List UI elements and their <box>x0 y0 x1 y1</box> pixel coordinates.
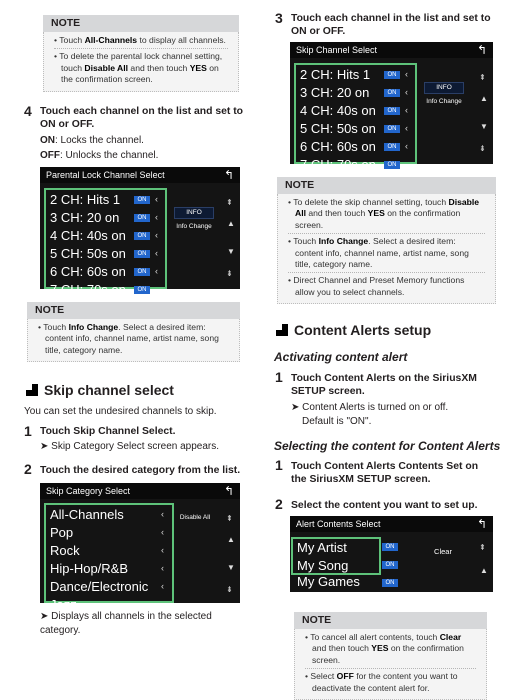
chevron-left-icon: ‹ <box>405 69 408 79</box>
back-icon[interactable]: ↰ <box>223 484 234 498</box>
note-item: • To delete the skip channel setting, touch Disable All and then touch YES on the confirmation screen. <box>288 197 480 230</box>
chevron-left-icon: ‹ <box>161 581 164 591</box>
list-item[interactable]: My Artist <box>297 540 347 555</box>
chevron-left-icon: ‹ <box>155 212 158 222</box>
scroll-up-icon[interactable]: ▲ <box>227 219 235 228</box>
step-instruction: Touch Content Alerts Contents Set on the SiriusXM SETUP screen. <box>291 461 479 485</box>
on-badge: ON <box>134 196 150 204</box>
list-item[interactable]: 2 CH: Hits 1 ON ‹ <box>300 67 408 82</box>
chevron-left-icon: ‹ <box>161 509 164 519</box>
chevron-left-icon: ‹ <box>155 230 158 240</box>
on-badge: ON <box>134 286 150 294</box>
skip-channel-screen <box>290 42 493 172</box>
back-icon[interactable]: ↰ <box>476 517 487 531</box>
note-item: • Touch Info Change. Select a desired item: content info, channel name, artist name, song title, category name. <box>288 233 485 270</box>
step-number: 1 <box>24 423 32 439</box>
step-instruction: Touch each channel on the list and set to ON or OFF. <box>40 106 244 130</box>
list-item[interactable]: 6 CH: 60s on ON ‹ <box>50 264 158 279</box>
back-icon[interactable]: ↰ <box>223 168 234 182</box>
alert-list <box>291 537 381 575</box>
list-item[interactable]: My Games <box>297 574 360 589</box>
info-change-button[interactable]: Info Change <box>426 98 462 105</box>
chevron-left-icon: ‹ <box>155 248 158 258</box>
chevron-left-icon: ‹ <box>161 563 164 573</box>
step-instruction: Select the content you want to set up. <box>291 500 478 511</box>
on-description: ON: Locks the channel. <box>40 135 144 146</box>
note-title: NOTE <box>43 15 239 32</box>
note-item: • Select OFF for the content you want to deactivate the content alert for. <box>305 668 476 694</box>
chevron-left-icon: ‹ <box>155 266 158 276</box>
step-number: 3 <box>275 10 283 26</box>
section-heading-content-alerts: Content Alerts setup <box>276 322 431 338</box>
note-item: • To delete the parental lock channel setting, touch Disable All and then touch YES on the confirmation screen. <box>54 48 228 85</box>
list-item[interactable]: Dance/Electronic ‹ <box>50 579 164 594</box>
step-instruction: Touch each channel in the list and set to ON or OFF. <box>291 13 491 37</box>
step-instruction: Touch Skip Channel Select. <box>40 426 176 437</box>
category-list <box>44 503 174 612</box>
step-number: 1 <box>275 369 283 385</box>
list-item[interactable]: Rock ‹ <box>50 543 164 558</box>
chevron-left-icon: ‹ <box>405 123 408 133</box>
on-badge: ON <box>384 71 400 79</box>
step-number: 2 <box>275 496 283 512</box>
note-box-info-change <box>27 302 240 362</box>
back-icon[interactable]: ↰ <box>476 43 487 57</box>
scroll-down-icon[interactable]: ▼ <box>480 122 488 131</box>
step-result: ➤ Skip Category Select screen appears. <box>40 441 220 452</box>
chevron-left-icon: ‹ <box>405 105 408 115</box>
subheading-activating: Activating content alert <box>274 350 408 364</box>
chevron-left-icon: ‹ <box>161 527 164 537</box>
scroll-down-icon[interactable]: ▼ <box>227 563 235 572</box>
screen-title: Alert Contents Select <box>290 516 493 532</box>
list-item[interactable]: 4 CH: 40s on ON ‹ <box>50 228 158 243</box>
step-instruction: Touch Content Alerts on the SiriusXM SETUP screen. <box>291 373 477 397</box>
list-item[interactable]: 3 CH: 20 on ON ‹ <box>300 85 408 100</box>
disable-all-button[interactable]: Disable All <box>179 514 211 521</box>
on-badge: ON <box>384 89 400 97</box>
note-box-alerts <box>294 612 487 700</box>
chevron-left-icon: ‹ <box>405 141 408 151</box>
subheading-selecting: Selecting the content for Content Alerts <box>274 439 501 453</box>
scroll-bottom-icon[interactable]: ⇟ <box>479 144 486 153</box>
section-heading-skip-channel: Skip channel select <box>26 382 174 398</box>
list-item[interactable]: 2 CH: Hits 1 ON ‹ <box>50 192 158 207</box>
list-item[interactable]: 3 CH: 20 on ON ‹ <box>50 210 158 225</box>
step-result: ➤ Displays all channels in the selected category. <box>40 611 212 636</box>
note-title: NOTE <box>27 302 240 319</box>
step-result: ➤ Content Alerts is turned on or off. <box>291 402 449 413</box>
on-badge[interactable]: ON <box>382 579 398 587</box>
note-box-channels <box>43 15 239 92</box>
scroll-top-icon[interactable]: ⇞ <box>479 543 486 552</box>
step-result: Default is "ON". <box>302 416 372 427</box>
scroll-up-icon[interactable]: ▲ <box>227 535 235 544</box>
list-item[interactable]: 4 CH: 40s on ON ‹ <box>300 103 408 118</box>
info-button[interactable]: INFO <box>424 82 464 94</box>
section-marker-icon <box>276 324 288 336</box>
list-item[interactable]: 5 CH: 50s on ON ‹ <box>50 246 158 261</box>
channel-list <box>44 188 167 297</box>
scroll-top-icon[interactable]: ⇞ <box>226 198 233 207</box>
on-badge: ON <box>384 143 400 151</box>
channel-list <box>294 63 417 172</box>
on-badge[interactable]: ON <box>382 543 398 551</box>
step-number: 2 <box>24 461 32 477</box>
info-change-button[interactable]: Info Change <box>176 223 212 230</box>
note-box-skip <box>277 177 496 304</box>
scroll-top-icon[interactable]: ⇞ <box>226 514 233 523</box>
scroll-up-icon[interactable]: ▲ <box>480 94 488 103</box>
scroll-bottom-icon[interactable]: ⇟ <box>226 269 233 278</box>
list-item[interactable]: 6 CH: 60s on ON ‹ <box>300 139 408 154</box>
list-item[interactable]: Hip-Hop/R&B ‹ <box>50 561 164 576</box>
step-instruction: Touch the desired category from the list. <box>40 465 241 476</box>
screen-title: Parental Lock Channel Select <box>40 167 240 183</box>
on-badge: ON <box>384 161 400 169</box>
alert-contents-screen <box>290 516 493 592</box>
chevron-left-icon: ‹ <box>161 545 164 555</box>
screen-title: Skip Channel Select <box>290 42 493 58</box>
off-description: OFF: Unlocks the channel. <box>40 150 159 161</box>
chevron-left-icon: ‹ <box>405 87 408 97</box>
step-number: 4 <box>24 103 32 119</box>
on-badge: ON <box>134 250 150 258</box>
on-badge: ON <box>384 125 400 133</box>
clear-button[interactable]: Clear <box>434 547 452 556</box>
info-button[interactable]: INFO <box>174 207 214 219</box>
note-title: NOTE <box>294 612 487 629</box>
chevron-left-icon: ‹ <box>155 194 158 204</box>
list-item[interactable]: 7 CH: 70s on ON <box>296 156 415 173</box>
on-badge: ON <box>134 232 150 240</box>
note-item: • To cancel all alert contents, touch Clear and then touch YES on the confirmation screen. <box>305 632 464 665</box>
list-item[interactable]: Jazz <box>50 597 77 612</box>
note-title: NOTE <box>277 177 496 194</box>
note-item: • Direct Channel and Preset Memory functions allow you to select channels. <box>288 272 485 298</box>
on-badge: ON <box>134 214 150 222</box>
note-item: • Touch Info Change. Select a desired item: content info, channel name, artist name, song title, category name. <box>38 322 219 355</box>
parental-lock-screen <box>40 167 240 297</box>
list-item[interactable]: 5 CH: 50s on ON ‹ <box>300 121 408 136</box>
on-badge: ON <box>134 268 150 276</box>
screen-title: Skip Category Select <box>40 483 240 499</box>
list-item[interactable]: My Song <box>297 558 349 573</box>
note-item: • Touch All-Channels to display all channels. <box>54 35 226 45</box>
on-badge[interactable]: ON <box>382 561 398 569</box>
step-number: 1 <box>275 457 283 473</box>
on-badge: ON <box>384 107 400 115</box>
scroll-down-icon[interactable]: ▼ <box>227 247 235 256</box>
scroll-up-icon[interactable]: ▲ <box>480 566 488 575</box>
skip-category-screen <box>40 483 240 612</box>
section-intro: You can set the undesired channels to skip. <box>24 406 217 417</box>
list-item[interactable]: All-Channels ‹ <box>50 507 164 522</box>
scroll-top-icon[interactable]: ⇞ <box>479 73 486 82</box>
list-item[interactable]: Pop ‹ <box>50 525 164 540</box>
list-item[interactable]: 7 CH: 70s on ON <box>46 281 165 298</box>
section-marker-icon <box>26 384 38 396</box>
scroll-bottom-icon[interactable]: ⇟ <box>226 585 233 594</box>
